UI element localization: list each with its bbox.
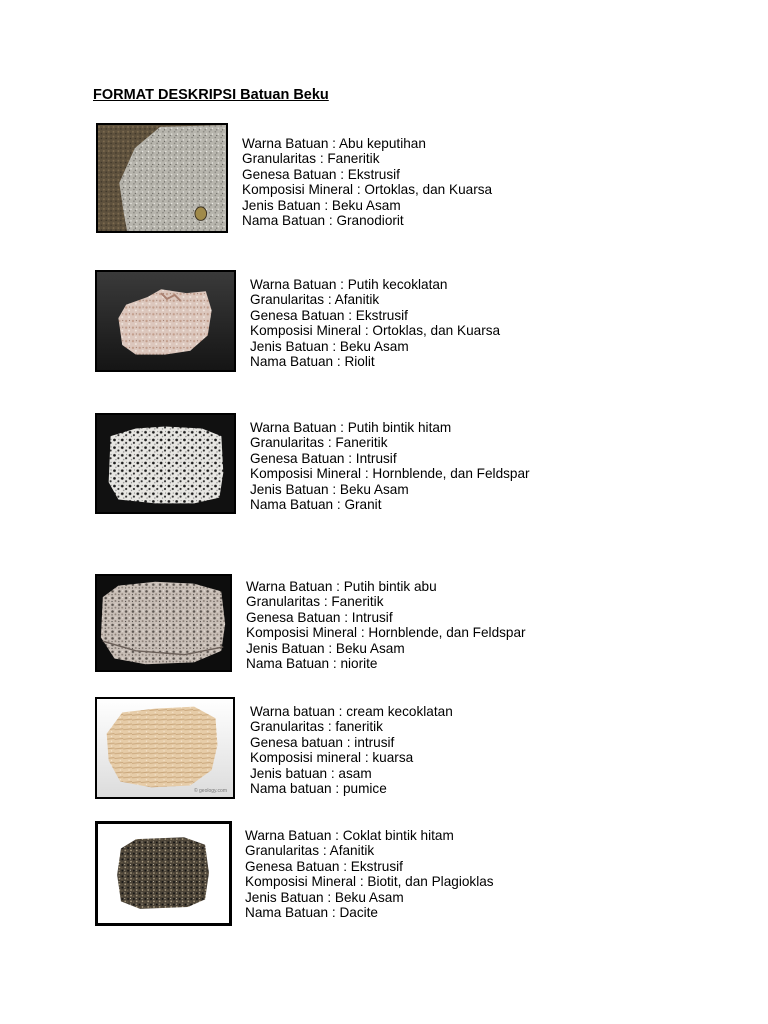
komposisi-mineral-text: Komposisi Mineral : Ortoklas, dan Kuarsa [250,323,501,339]
komposisi-mineral-text: Komposisi Mineral : Ortoklas, dan Kuarsa [242,182,493,198]
nama-batuan-text: Nama Batuan : Riolit [250,353,375,369]
nama-batuan-text: Nama batuan : pumice [250,780,387,796]
jenis-batuan-text: Jenis Batuan : Beku Asam [246,640,405,656]
granularitas-text: Granularitas : Faneritik [250,435,388,451]
granularitas-text: Granularitas : Afanitik [250,292,380,308]
jenis-batuan-text: Jenis Batuan : Beku Asam [250,481,409,497]
granularitas-text: Granularitas : faneritik [250,719,383,735]
granite-rock-photo [95,413,236,514]
komposisi-mineral-text: Komposisi Mineral : Hornblende, dan Feldspar [250,466,530,482]
granodiorite-rock-photo [96,123,228,233]
granularitas-text: Granularitas : Faneritik [242,151,380,167]
document-title: FORMAT DESKRIPSI Batuan Beku [93,87,329,103]
photo-watermark: © geology.com [193,788,227,794]
komposisi-mineral-text: Komposisi Mineral : Biotit, dan Plagioklas [245,874,494,890]
granularitas-text: Granularitas : Afanitik [245,843,375,859]
dacite-rock-photo [95,821,232,926]
genesa-batuan-text: Genesa batuan : intrusif [250,734,395,750]
genesa-batuan-text: Genesa Batuan : Ekstrusif [250,307,408,323]
diorite-rock-photo [95,574,232,672]
warna-batuan-text: Warna Batuan : Abu keputihan [242,136,426,151]
genesa-batuan-text: Genesa Batuan : Ekstrusif [242,166,400,182]
nama-batuan-text: Nama Batuan : Granit [250,496,382,512]
nama-batuan-text: Nama Batuan : Dacite [245,904,378,920]
nama-batuan-text: Nama Batuan : Granodiorit [242,212,404,228]
warna-batuan-text: Warna batuan : cream kecoklatan [250,704,453,719]
warna-batuan-text: Warna Batuan : Putih bintik abu [246,579,437,594]
jenis-batuan-text: Jenis Batuan : Beku Asam [250,338,409,354]
pumice-rock-photo [95,697,235,799]
nama-batuan-text: Nama Batuan : niorite [246,655,378,671]
warna-batuan-text: Warna Batuan : Putih kecoklatan [250,277,448,292]
genesa-batuan-text: Genesa Batuan : Ekstrusif [245,858,403,874]
genesa-batuan-text: Genesa Batuan : Intrusif [246,609,393,625]
komposisi-mineral-text: Komposisi mineral : kuarsa [250,750,414,766]
komposisi-mineral-text: Komposisi Mineral : Hornblende, dan Feldspar [246,625,526,641]
genesa-batuan-text: Genesa Batuan : Intrusif [250,450,397,466]
warna-batuan-text: Warna Batuan : Putih bintik hitam [250,420,452,435]
granularitas-text: Granularitas : Faneritik [246,594,384,610]
jenis-batuan-text: Jenis Batuan : Beku Asam [242,197,401,213]
rhyolite-rock-photo [95,270,236,372]
warna-batuan-text: Warna Batuan : Coklat bintik hitam [245,828,454,843]
jenis-batuan-text: Jenis batuan : asam [250,765,372,781]
jenis-batuan-text: Jenis Batuan : Beku Asam [245,889,404,905]
